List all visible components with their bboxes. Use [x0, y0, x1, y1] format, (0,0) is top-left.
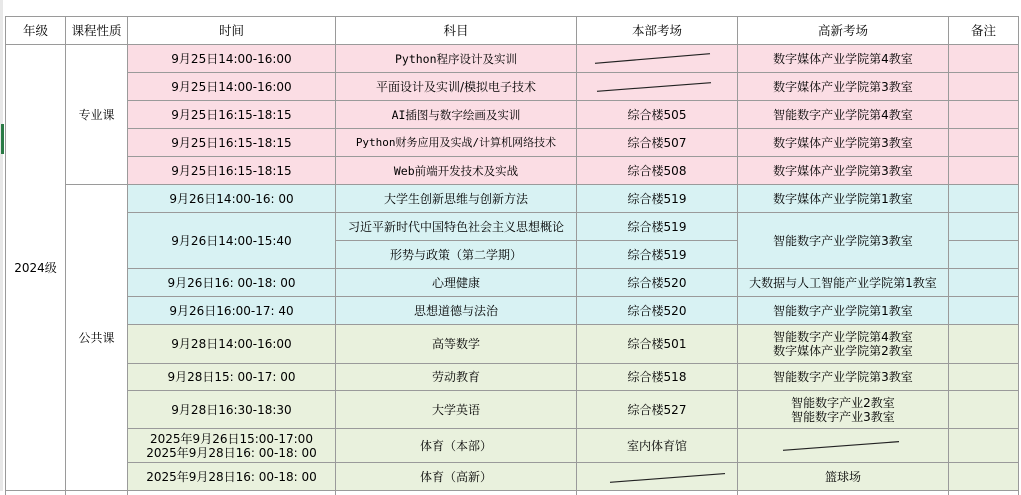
gaoxin-room-cell[interactable]: 数字媒体产业学院第3教室	[738, 129, 949, 157]
empty-cell[interactable]	[128, 491, 336, 495]
strike-line	[577, 45, 737, 72]
table-row	[6, 185, 1019, 213]
time-cell[interactable]: 9月28日15: 00-17: 00	[128, 364, 336, 391]
time-cell[interactable]: 9月25日16:15-18:15	[128, 157, 336, 185]
note-cell[interactable]	[949, 297, 1019, 325]
gaoxin-room-cell[interactable]: 智能数字产业学院第1教室	[738, 297, 949, 325]
time-cell[interactable]: 2025年9月28日16: 00-18: 00	[128, 463, 336, 491]
table-row	[6, 101, 1019, 129]
main-room-cell[interactable]: 综合楼519	[577, 241, 738, 269]
gaoxin-room-line: 数字媒体产业学院第2教室	[738, 344, 948, 358]
note-cell[interactable]	[949, 101, 1019, 129]
subject-cell[interactable]: 高等数学	[336, 325, 577, 364]
empty-cell[interactable]	[738, 491, 949, 495]
sheet-title	[0, 0, 1021, 6]
subject-cell[interactable]: 大学英语	[336, 391, 577, 429]
gaoxin-room-cell[interactable]	[738, 325, 949, 364]
note-cell[interactable]	[949, 157, 1019, 185]
time-cell[interactable]: 9月25日14:00-16:00	[128, 73, 336, 101]
main-room-cell-struck[interactable]	[577, 45, 738, 73]
main-room-cell[interactable]: 综合楼527	[577, 391, 738, 429]
table-row	[6, 463, 1019, 491]
gaoxin-room-cell[interactable]: 智能数字产业学院第3教室	[738, 364, 949, 391]
empty-cell[interactable]	[577, 491, 738, 495]
gaoxin-room-cell[interactable]: 数字媒体产业学院第1教室	[738, 185, 949, 213]
selection-indicator	[1, 124, 4, 154]
strike-line	[577, 463, 737, 490]
time-cell[interactable]: 9月26日16: 00-18: 00	[128, 269, 336, 297]
subject-cell[interactable]: 平面设计及实训/模拟电子技术	[336, 73, 577, 101]
header-subject[interactable]: 科目	[336, 17, 577, 45]
strike-line	[577, 73, 737, 100]
main-room-cell[interactable]: 综合楼518	[577, 364, 738, 391]
subject-cell[interactable]: Web前端开发技术及实战	[336, 157, 577, 185]
subject-cell[interactable]: Python程序设计及实训	[336, 45, 577, 73]
header-gaoxin-campus-room[interactable]: 高新考场	[738, 17, 949, 45]
time-cell[interactable]	[128, 429, 336, 463]
table-row	[6, 325, 1019, 364]
course-type-major[interactable]: 专业课	[66, 45, 128, 185]
note-cell[interactable]	[949, 213, 1019, 241]
gaoxin-room-cell[interactable]: 数字媒体产业学院第3教室	[738, 73, 949, 101]
main-room-cell[interactable]: 综合楼505	[577, 101, 738, 129]
time-cell[interactable]: 9月26日14:00-16: 00	[128, 185, 336, 213]
note-cell[interactable]	[949, 269, 1019, 297]
table-row	[6, 73, 1019, 101]
gaoxin-room-cell-struck[interactable]	[738, 429, 949, 463]
subject-cell[interactable]: 体育（高新）	[336, 463, 577, 491]
main-room-cell[interactable]: 综合楼519	[577, 213, 738, 241]
main-room-cell-struck[interactable]	[577, 463, 738, 491]
time-cell[interactable]: 9月26日16:00-17: 40	[128, 297, 336, 325]
table-row	[6, 129, 1019, 157]
gaoxin-room-cell[interactable]	[738, 391, 949, 429]
time-cell[interactable]: 9月26日14:00-15:40	[128, 213, 336, 269]
note-cell[interactable]	[949, 129, 1019, 157]
gaoxin-room-line: 智能数字产业2教室	[738, 396, 948, 410]
header-row	[6, 17, 1019, 45]
time-cell[interactable]: 9月28日14:00-16:00	[128, 325, 336, 364]
note-cell[interactable]	[949, 429, 1019, 463]
empty-cell[interactable]	[66, 491, 128, 495]
main-room-cell[interactable]: 综合楼520	[577, 269, 738, 297]
main-room-cell[interactable]: 综合楼501	[577, 325, 738, 364]
time-line: 2025年9月26日15:00-17:00	[128, 432, 335, 446]
note-cell[interactable]	[949, 325, 1019, 364]
gaoxin-room-line: 智能数字产业3教室	[738, 410, 948, 424]
table-row	[6, 364, 1019, 391]
time-cell[interactable]: 9月28日16:30-18:30	[128, 391, 336, 429]
table-row	[6, 213, 1019, 241]
gaoxin-room-cell[interactable]: 篮球场	[738, 463, 949, 491]
subject-cell[interactable]: 思想道德与法治	[336, 297, 577, 325]
subject-cell[interactable]: 体育（本部）	[336, 429, 577, 463]
table-row	[6, 269, 1019, 297]
time-line: 2025年9月28日16: 00-18: 00	[128, 446, 335, 460]
subject-cell[interactable]: AI插图与数字绘画及实训	[336, 101, 577, 129]
main-room-cell[interactable]: 综合楼519	[577, 185, 738, 213]
subject-cell[interactable]: Python财务应用及实战/计算机网络技术	[336, 129, 577, 157]
exam-schedule-table	[5, 16, 1019, 495]
row-gutter	[0, 0, 3, 491]
note-cell[interactable]	[949, 364, 1019, 391]
gaoxin-room-cell[interactable]: 数字媒体产业学院第4教室	[738, 45, 949, 73]
course-type-public[interactable]: 公共课	[66, 185, 128, 491]
main-room-cell[interactable]: 室内体育馆	[577, 429, 738, 463]
table-row	[6, 157, 1019, 185]
subject-cell[interactable]: 大学生创新思维与创新方法	[336, 185, 577, 213]
gaoxin-room-cell[interactable]: 大数据与人工智能产业学院第1教室	[738, 269, 949, 297]
note-cell[interactable]	[949, 463, 1019, 491]
table-row	[6, 391, 1019, 429]
table-row	[6, 45, 1019, 73]
time-cell[interactable]: 9月25日16:15-18:15	[128, 101, 336, 129]
main-room-cell-struck[interactable]	[577, 73, 738, 101]
empty-cell[interactable]	[6, 491, 66, 495]
main-room-cell[interactable]: 综合楼508	[577, 157, 738, 185]
subject-cell[interactable]: 心理健康	[336, 269, 577, 297]
time-cell[interactable]: 9月25日16:15-18:15	[128, 129, 336, 157]
empty-cell[interactable]	[949, 491, 1019, 495]
main-room-cell[interactable]: 综合楼507	[577, 129, 738, 157]
subject-cell[interactable]: 习近平新时代中国特色社会主义思想概论	[336, 213, 577, 241]
main-room-cell[interactable]: 综合楼520	[577, 297, 738, 325]
subject-cell[interactable]: 劳动教育	[336, 364, 577, 391]
gaoxin-room-cell[interactable]: 数字媒体产业学院第3教室	[738, 157, 949, 185]
header-time[interactable]: 时间	[128, 17, 336, 45]
subject-cell[interactable]: 形势与政策（第二学期）	[336, 241, 577, 269]
grade-cell[interactable]: 2024级	[6, 45, 66, 491]
note-cell[interactable]	[949, 241, 1019, 269]
table-row	[6, 297, 1019, 325]
note-cell[interactable]	[949, 185, 1019, 213]
note-cell[interactable]	[949, 391, 1019, 429]
header-grade[interactable]: 年级	[6, 17, 66, 45]
table-row	[6, 429, 1019, 463]
strike-line	[738, 429, 948, 462]
gaoxin-room-cell[interactable]: 智能数字产业学院第3教室	[738, 213, 949, 269]
note-cell[interactable]	[949, 73, 1019, 101]
gaoxin-room-cell[interactable]: 智能数字产业学院第4教室	[738, 101, 949, 129]
note-cell[interactable]	[949, 45, 1019, 73]
header-main-campus-room[interactable]: 本部考场	[577, 17, 738, 45]
header-notes[interactable]: 备注	[949, 17, 1019, 45]
time-cell[interactable]: 9月25日14:00-16:00	[128, 45, 336, 73]
empty-cell[interactable]	[336, 491, 577, 495]
gaoxin-room-line: 智能数字产业学院第4教室	[738, 330, 948, 344]
table-row-partial	[6, 491, 1019, 495]
header-course-type[interactable]: 课程性质	[66, 17, 128, 45]
